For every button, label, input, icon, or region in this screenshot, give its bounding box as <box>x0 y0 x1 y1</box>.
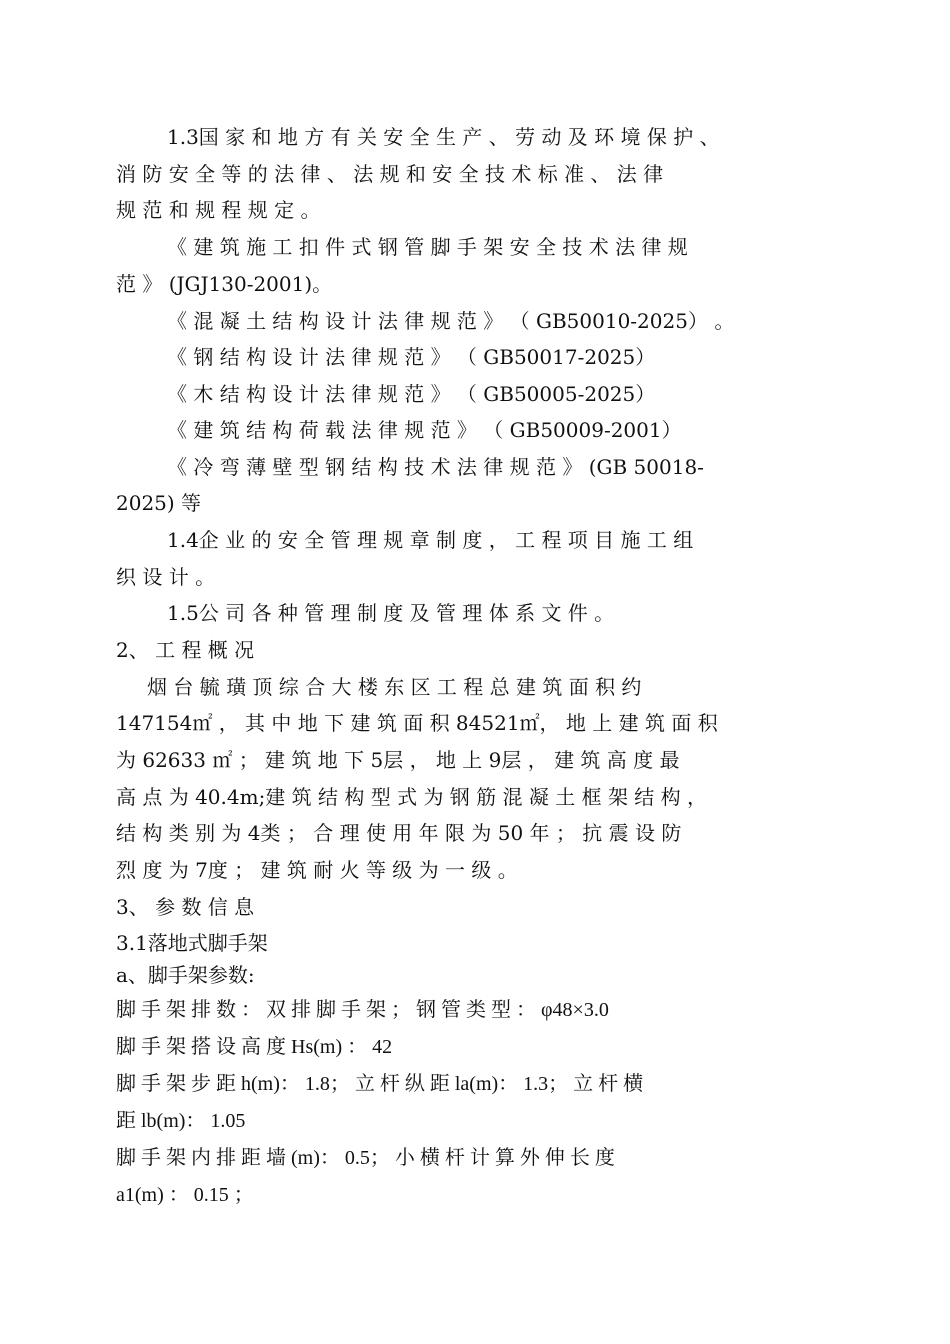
text-line: 规 范 和 规 程 规 定 。 <box>116 198 321 222</box>
text-line: 脚 手 架 排 数 ： 双 排 脚 手 架 ； 钢 管 类 型 ： φ48×3.0 <box>116 999 609 1021</box>
text-line: 1.3国 家 和 地 方 有 关 安 全 生 产 、 劳 动 及 环 境 保 护 、 <box>167 125 720 149</box>
text-line: 2025) 等 <box>116 491 202 515</box>
text-line: 结 构 类 别 为 4类 ； 合 理 使 用 年 限 为 50 年 ； 抗 震 设 防 <box>116 821 682 845</box>
text-line: 1.5公 司 各 种 管 理 制 度 及 管 理 体 系 文 件 。 <box>167 601 615 625</box>
text-line: 范 》 (JGJ130-2001)。 <box>116 272 333 296</box>
section-heading: 2、 工 程 概 况 <box>116 638 255 662</box>
subsection-heading: 3.1落地式脚手架 <box>116 931 268 955</box>
text-line: 高 点 为 40.4m;建 筑 结 构 型 式 为 钢 筋 混 凝 土 框 架 结 构 ， <box>116 785 708 809</box>
text-line: 《 木 结 构 设 计 法 律 规 范 》 （ GB50005-2025） <box>167 382 656 406</box>
text-line: 脚 手 架 步 距 h(m)： 1.8； 立 杆 纵 距 la(m)： 1.3； 立 杆 横 <box>116 1073 644 1095</box>
text-line: 消 防 安 全 等 的 法 律 、 法 规 和 安 全 技 术 标 准 、 法 律 <box>116 162 664 186</box>
text-line: 脚 手 架 搭 设 高 度 Hs(m) ： 42 <box>116 1036 393 1058</box>
text-line: a1(m) ： 0.15 ； <box>116 1184 254 1206</box>
text-line: 为 62633 ㎡ ； 建 筑 地 下 5层 ， 地 上 9层 ， 建 筑 高 度 最 <box>116 748 680 772</box>
text-line: 《 建 筑 施 工 扣 件 式 钢 管 脚 手 架 安 全 技 术 法 律 规 <box>167 235 688 259</box>
section-heading: 3、 参 数 信 息 <box>116 895 255 919</box>
text-line: 《 冷 弯 薄 壁 型 钢 结 构 技 术 法 律 规 范 》 (GB 50018- <box>167 455 704 479</box>
text-line: 烟 台 毓 璜 顶 综 合 大 楼 东 区 工 程 总 建 筑 面 积 约 <box>147 675 642 699</box>
text-line: 《 混 凝 土 结 构 设 计 法 律 规 范 》 （ GB50010-2025） 。 <box>167 309 735 333</box>
text-line: 织 设 计 。 <box>116 565 216 589</box>
text-line: 烈 度 为 7度 ； 建 筑 耐 火 等 级 为 一 级 。 <box>116 858 518 882</box>
text-line: 《 钢 结 构 设 计 法 律 规 范 》 （ GB50017-2025） <box>167 345 656 369</box>
text-line: 脚 手 架 内 排 距 墙 (m)： 0.5； 小 横 杆 计 算 外 伸 长 度 <box>116 1147 615 1169</box>
text-line: 距 lb(m)： 1.05 <box>116 1110 246 1132</box>
text-line: 1.4企 业 的 安 全 管 理 规 章 制 度 ， 工 程 项 目 施 工 组 <box>167 528 694 552</box>
text-line: a、脚手架参数: <box>116 963 255 987</box>
text-line: 147154㎡ ， 其 中 地 下 建 筑 面 积 84521㎡， 地 上 建 筑 面 积 <box>116 711 718 735</box>
text-line: 《 建 筑 结 构 荷 载 法 律 规 范 》 （ GB50009-2001） <box>167 418 682 442</box>
